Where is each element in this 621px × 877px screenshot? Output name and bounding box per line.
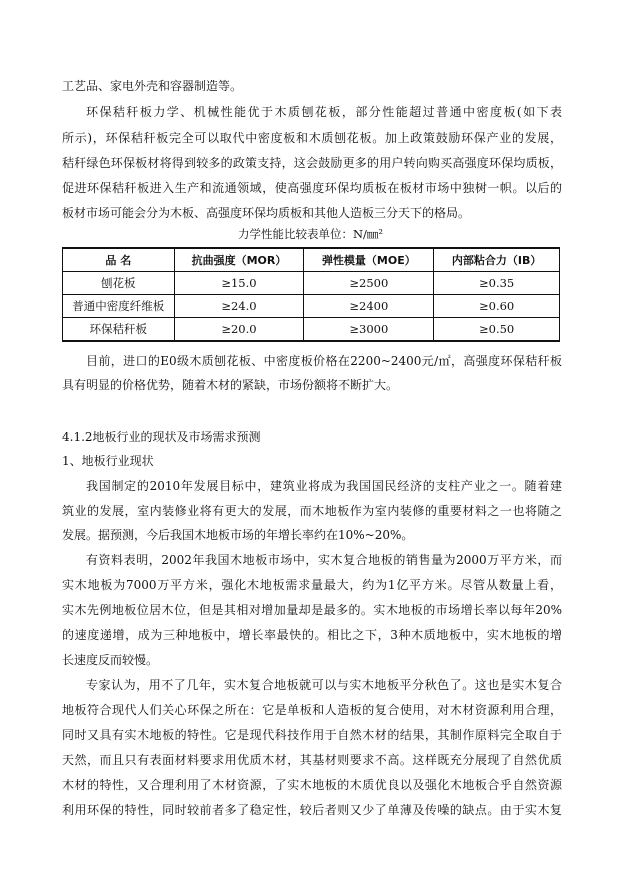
table-header-row xyxy=(63,248,560,272)
table-cell: ≥2500 xyxy=(304,272,434,295)
table-cell: ≥24.0 xyxy=(174,295,304,318)
paragraph-line: 地板符合现代人们关心环保之所在：它是单板和人造板的复合使用，对木材资源利用合理， xyxy=(62,703,562,717)
table-cell: ≥2400 xyxy=(304,295,434,318)
table-row xyxy=(63,295,560,318)
paragraph-line: 实木先例地板位居木位，但是其相对增加量却是最多的。实木地板的市场增长率以每年20% xyxy=(62,603,562,617)
paragraph-line: 板材市场可能会分为木板、高强度环保均质板和其他人造板三分天下的格局。 xyxy=(62,206,471,220)
intro-line: 工艺品、家电外壳和容器制造等。 xyxy=(62,79,243,93)
paragraph-line: 长速度反而较慢。 xyxy=(62,653,159,667)
table-cell: ≥3000 xyxy=(304,318,434,342)
paragraph-line: 实木地板为7000万平方米，强化木地板需求量最大，约为1亿平方米。尽管从数量上看， xyxy=(62,578,562,592)
paragraph-line: 筑业的发展，室内装修业将有更大的发展，而木地板作为室内装修的重要材料之一也将随之 xyxy=(62,504,562,518)
section-heading: 4.1.2地板行业的现状及市场需求预测 xyxy=(62,430,261,444)
paragraph-line: 专家认为，用不了几年，实木复合地板就可以与实木地板平分秋色了。这也是实木复合 xyxy=(86,678,562,692)
paragraph-line: 促进环保秸秆板进入生产和流通领域，使高强度环保均质板在板材市场中独树一帜。以后的 xyxy=(62,181,562,195)
paragraph-line: 天然，而且只有表面材料要求用优质木材，其基材则要求不高。这样既充分展现了自然优质 xyxy=(62,753,562,767)
column-header: 弹性模量（MOE） xyxy=(304,248,434,272)
paragraph-line: 木材的特性，又合理利用了木材资源，了实木地板的木质优良以及强化木地板合乎自然资源 xyxy=(62,778,562,792)
table-cell: 环保秸秆板 xyxy=(63,318,175,342)
table-cell: ≥0.50 xyxy=(434,318,560,342)
comparison-table xyxy=(62,247,560,342)
subsection-heading: 1、地板行业现状 xyxy=(62,454,154,468)
paragraph-line: 目前，进口的E0级木质刨花板、中密度板价格在2200~2400元/㎡，高强度环保秸秆板 xyxy=(86,354,562,368)
table-cell: 普通中密度纤维板 xyxy=(63,295,175,318)
table-row xyxy=(63,318,560,342)
paragraph-line: 具有明显的价格优势，随着木材的紧缺，市场份额将不断扩大。 xyxy=(62,378,399,392)
column-header: 品 名 xyxy=(63,248,175,272)
table-cell: ≥20.0 xyxy=(174,318,304,342)
table-cell: 刨花板 xyxy=(63,272,175,295)
paragraph-line: 有资料表明，2002年我国木地板市场中，实木复合地板的销售量为2000万平方米，而 xyxy=(86,553,562,567)
paragraph-line: 同时又具有实木地板的特性。它是现代科技作用于自然木材的结果，其制作原料完全取自于 xyxy=(62,728,562,742)
paragraph-line: 我国制定的2010年发展目标中，建筑业将成为我国国民经济的支柱产业之一。随着建 xyxy=(86,479,562,493)
column-header: 内部粘合力（IB） xyxy=(434,248,560,272)
paragraph-line: 秸秆绿色环保板材将得到较多的政策支持，这会鼓励更多的用户转向购买高强度环保均质板， xyxy=(62,156,562,170)
table-caption: 力学性能比较表单位：N/㎜² xyxy=(237,227,384,241)
paragraph-line: 发展。据预测，今后我国木地板市场的年增长率约在10%~20%。 xyxy=(62,528,414,542)
column-header: 抗曲强度（MOR） xyxy=(174,248,304,272)
table-cell: ≥0.60 xyxy=(434,295,560,318)
paragraph-line: 所示)，环保秸秆板完全可以取代中密度板和木质刨花板。加上政策鼓励环保产业的发展， xyxy=(62,131,562,145)
paragraph-line: 环保秸秆板力学、机械性能优于木质刨花板，部分性能超过普通中密度板(如下表 xyxy=(86,105,562,119)
table-cell: ≥0.35 xyxy=(434,272,560,295)
table-row xyxy=(63,272,560,295)
paragraph-line: 的速度递增，成为三种地板中，增长率最快的。相比之下，3种木质地板中，实木地板的增 xyxy=(62,628,562,642)
table-cell: ≥15.0 xyxy=(174,272,304,295)
paragraph-line: 利用环保的特性，同时较前者多了稳定性，较后者则又少了单薄及传噪的缺点。由于实木复 xyxy=(62,803,562,817)
